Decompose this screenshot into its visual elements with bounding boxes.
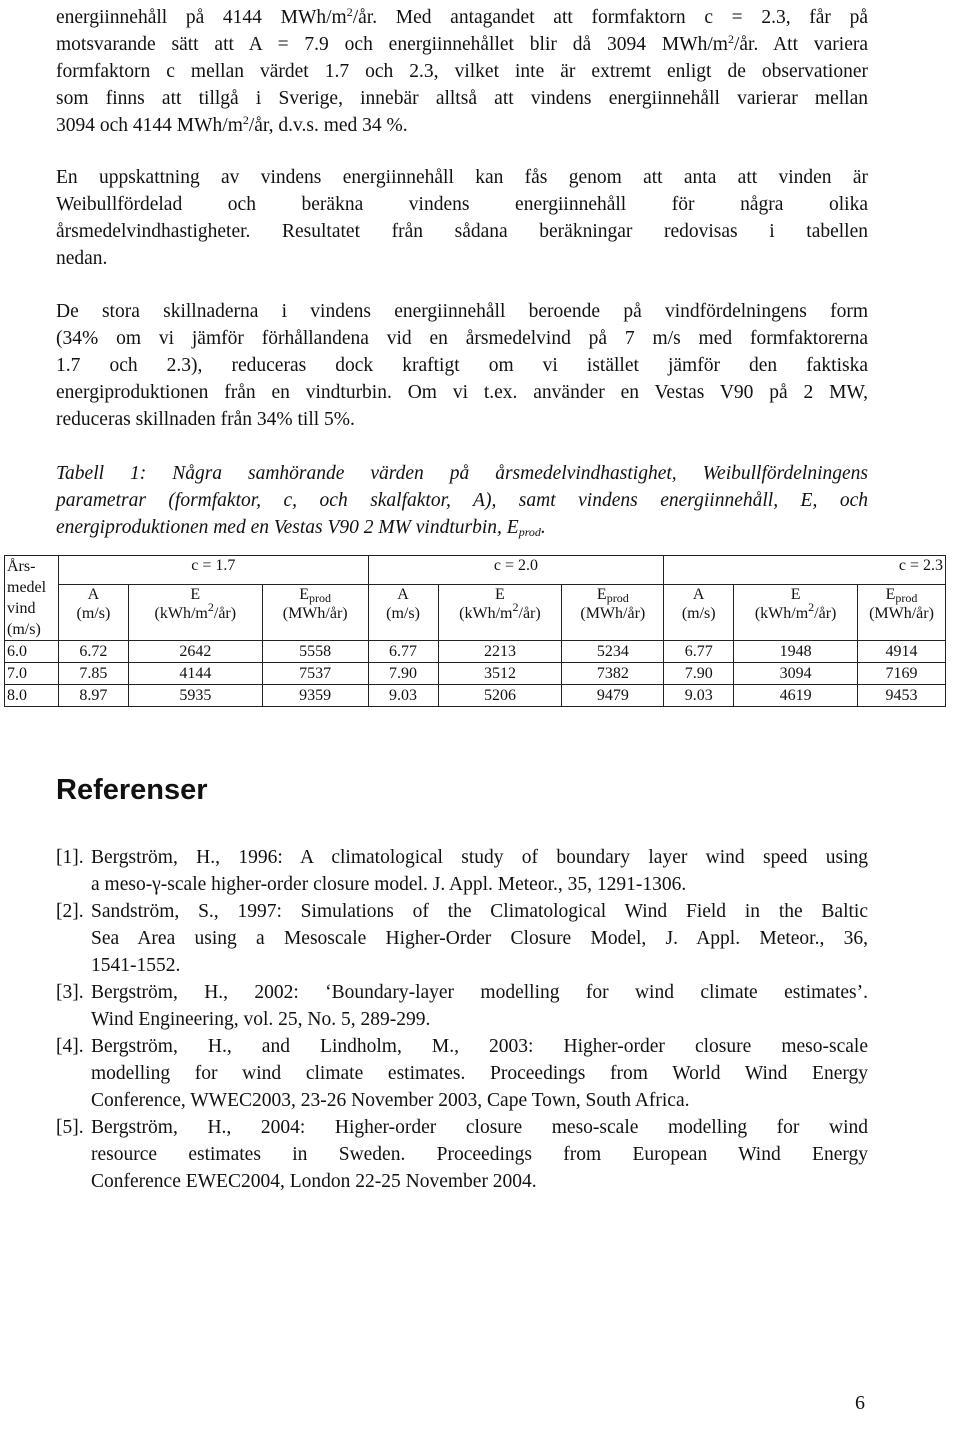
col-header-E: E $(kWh/m^2/år)$ (438, 584, 562, 640)
col-header-A: A (m/s) (368, 584, 438, 640)
reference-line: Wind Engineering, vol. 25, No. 5, 289-299. (91, 1009, 431, 1030)
table-cell: 1948 (734, 641, 858, 663)
reference-line: Sea Area using a Mesoscale Higher-Order Closure Model, J. Appl. Meteor., 36, (91, 928, 868, 949)
group-header: c = 2.3 (664, 556, 946, 585)
references-heading: Referenser (56, 774, 208, 806)
reference-item (56, 1114, 868, 1195)
table-cell: 6.77 (368, 641, 438, 663)
text-line: Weibullfördelad och beräkna vindens energiinnehåll för några olika (56, 194, 868, 215)
table-cell: 2642 (128, 641, 262, 663)
col-header-E: E $(kWh/m^2/år)$ (734, 584, 858, 640)
text-line: (34% om vi jämför förhållandena vid en årsmedelvind på 7 m/s med formfaktorerna (56, 328, 868, 349)
reference-number: [5]. (56, 1117, 84, 1138)
reference-number: [3]. (56, 982, 84, 1003)
group-header: c = 2.0 (368, 556, 664, 585)
col-header-E: E $(kWh/m^2/år)$ (128, 584, 262, 640)
reference-number: [1]. (56, 847, 84, 868)
reference-line: Conference EWEC2004, London 22-25 November 2004. (91, 1171, 537, 1192)
paragraph-3 (56, 298, 868, 433)
wind-energy-table (4, 555, 946, 707)
table-cell: 5935 (128, 685, 262, 707)
table-cell: 8.0 (5, 685, 59, 707)
table-cell: 7.85 (58, 663, 128, 685)
col-header-Eprod: $E_{prod}$ (MWh/år) (262, 584, 368, 640)
first-col-header: Års- medel vind (m/s) (5, 556, 59, 641)
text-line: energiproduktionen från en vindturbin. Om vi t.ex. använder en Vestas V90 på 2 MW, (56, 382, 868, 403)
table-cell: 6.77 (664, 641, 734, 663)
table-cell: 2213 (438, 641, 562, 663)
reference-line: Bergström, H., 2002: ‘Boundary-layer modelling for wind climate estimates’. (91, 982, 868, 1003)
table-cell: 3512 (438, 663, 562, 685)
reference-line: Conference, WWEC2003, 23-26 November 2003, Cape Town, South Africa. (91, 1090, 690, 1111)
col-header-A: A (m/s) (58, 584, 128, 640)
references-list (56, 844, 868, 1195)
table-row (5, 685, 946, 707)
reference-line: 1541-1552. (91, 955, 181, 976)
table-cell: 4914 (858, 641, 946, 663)
page-number: 6 (855, 1392, 865, 1414)
reference-line: Sandström, S., 1997: Simulations of the Climatological Wind Field in the Baltic (91, 901, 868, 922)
col-header-A: A (m/s) (664, 584, 734, 640)
table-caption: Tabell 1: Några samhörande värden på årsmedelvindhastighet, Weibullfördelningens parametrar (formfaktor, c, och skalfaktor, A), samt vindens energiinnehåll, E, och energiproduktionen med en Vestas V90 2 MW vindturbin, $E_{prod}$. (56, 463, 868, 539)
table-cell: 9.03 (368, 685, 438, 707)
col-header-Eprod: $E_{prod}$ (MWh/år) (562, 584, 664, 640)
text-line: 1.7 och 2.3), reduceras dock kraftigt om vi istället jämför den faktiska (56, 355, 868, 376)
table-cell: 5234 (562, 641, 664, 663)
table-cell: 7.0 (5, 663, 59, 685)
table-cell: 5206 (438, 685, 562, 707)
group-header: c = 1.7 (58, 556, 368, 585)
table-cell: 3094 (734, 663, 858, 685)
col-header-Eprod: $E_{prod}$ (MWh/år) (858, 584, 946, 640)
table-cell: 9453 (858, 685, 946, 707)
reference-line: Bergström, H., and Lindholm, M., 2003: Higher-order closure meso-scale (91, 1036, 868, 1057)
reference-line: Bergström, H., 2004: Higher-order closure meso-scale modelling for wind (91, 1117, 868, 1138)
table-cell: 4619 (734, 685, 858, 707)
reference-line: resource estimates in Sweden. Proceedings from European Wind Energy (91, 1144, 868, 1165)
text-line: nedan. (56, 248, 108, 269)
table-cell: 6.0 (5, 641, 59, 663)
reference-line: Bergström, H., 1996: A climatological study of boundary layer wind speed using (91, 847, 868, 868)
text-line: reduceras skillnaden från 34% till 5%. (56, 409, 355, 430)
table-cell: 9479 (562, 685, 664, 707)
reference-number: [4]. (56, 1036, 84, 1057)
paragraph-1: energiinnehåll på 4144 MWh/$m^2/år$. Med antagandet att formfaktorn c = 2.3, får på motsvarande sätt att A = 7.9 och energiinnehållet blir då 3094 MWh/$m^2/år$. Att variera formfaktorn c mellan värdet 1.7 och 2.3, vilket inte är extremt enligt de observationer som finns att tillgå i Sverige, innebär alltså att vindens energiinnehåll varierar mellan 3094 och 4144 MWh/$m^2/år$, d.v.s. med 34 %. (56, 5, 869, 136)
table-cell: 7.90 (664, 663, 734, 685)
text-line: årsmedelvindhastigheter. Resultatet från sådana beräkningar redovisas i tabellen (56, 221, 868, 242)
reference-number: [2]. (56, 901, 84, 922)
table-header-row-units (5, 584, 946, 640)
reference-line: modelling for wind climate estimates. Proceedings from World Wind Energy (91, 1063, 868, 1084)
table-cell: 7382 (562, 663, 664, 685)
reference-item (56, 1033, 868, 1114)
reference-line: a meso-γ-scale higher-order closure model. J. Appl. Meteor., 35, 1291-1306. (91, 874, 687, 895)
table-cell: 6.72 (58, 641, 128, 663)
table-cell: 7537 (262, 663, 368, 685)
table-cell: 7169 (858, 663, 946, 685)
text-line: En uppskattning av vindens energiinnehåll kan fås genom att anta att vinden är (56, 167, 868, 188)
table-row (5, 663, 946, 685)
table-cell: 5558 (262, 641, 368, 663)
table-header-row-groups (5, 556, 946, 585)
reference-item (56, 844, 868, 898)
table-row (5, 641, 946, 663)
reference-item (56, 979, 868, 1033)
table-cell: 8.97 (58, 685, 128, 707)
table-cell: 7.90 (368, 663, 438, 685)
text-line: De stora skillnaderna i vindens energiinnehåll beroende på vindfördelningens form (56, 301, 868, 322)
table-cell: 9.03 (664, 685, 734, 707)
paragraph-2 (56, 164, 868, 272)
reference-item (56, 898, 868, 979)
table-cell: 9359 (262, 685, 368, 707)
table-cell: 4144 (128, 663, 262, 685)
